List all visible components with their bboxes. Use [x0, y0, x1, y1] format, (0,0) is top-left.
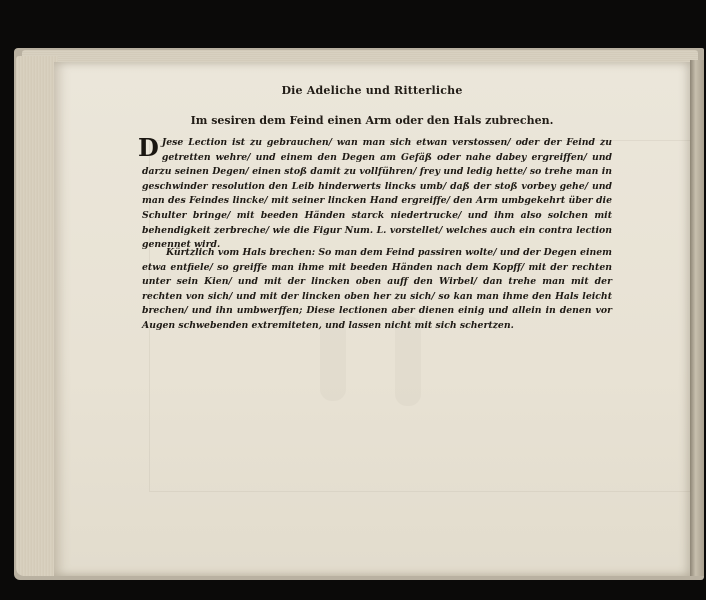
section-title: Im sesiren dem Feind einen Arm oder den Hals zubrechen.	[190, 114, 554, 127]
paragraph-1	[138, 133, 612, 253]
drop-initial: D	[138, 133, 159, 162]
book-page	[54, 62, 690, 576]
paragraph-2-text: Kürtzlich vom Hals brechen: So man dem Feind passiren wolte/ und der Degen einem etwa entfiele/ so greiffe man ihme mit beeden Händen nach dem Kopff/ mit der rechten unter sein Kien/ und mit der lincken oben auff den Wirbel/ dan trehe man mit der rechten von sich/ und mit der lincken oben her zu sich/ so kan man ihme den Hals leicht brechen/ und ihn umbwerffen; Diese lectionen aber dienen einig und allein in denen vor Augen schwebenden extremiteten, und lassen nicht mit sich schertzen.	[142, 247, 612, 331]
running-head: Die Adeliche und Ritterliche	[281, 84, 463, 97]
page-right-edge	[690, 60, 704, 576]
paragraph-1-text: Jese Lection ist zu gebrauchen/ wan man sich etwan verstossen/ oder der Feind zu getretten wehre/ und einem den Degen am Gefäß oder nahe dabey ergreiffen/ und darzu seinen Degen/ einen stoß damit zu vollführen/ frey und ledig hette/ so trehe man in geschwinder resolution den Leib hinderwerts lincks umb/ daß der stoß vorbey gehe/ und man des Feindes lincke/ mit seiner lincken Hand ergreiffe/ den Arm umbgekehrt über die Schulter bringe/ mit beeden Händen starck niedertrucke/ und ihm also solchen mit behendigkeit zerbreche/ wie die Figur Num. L. vorstellet/ welches auch ein contra lection genennet wird.	[142, 137, 612, 251]
page-stack-left-edge	[16, 56, 58, 576]
paragraph-2	[142, 246, 612, 334]
